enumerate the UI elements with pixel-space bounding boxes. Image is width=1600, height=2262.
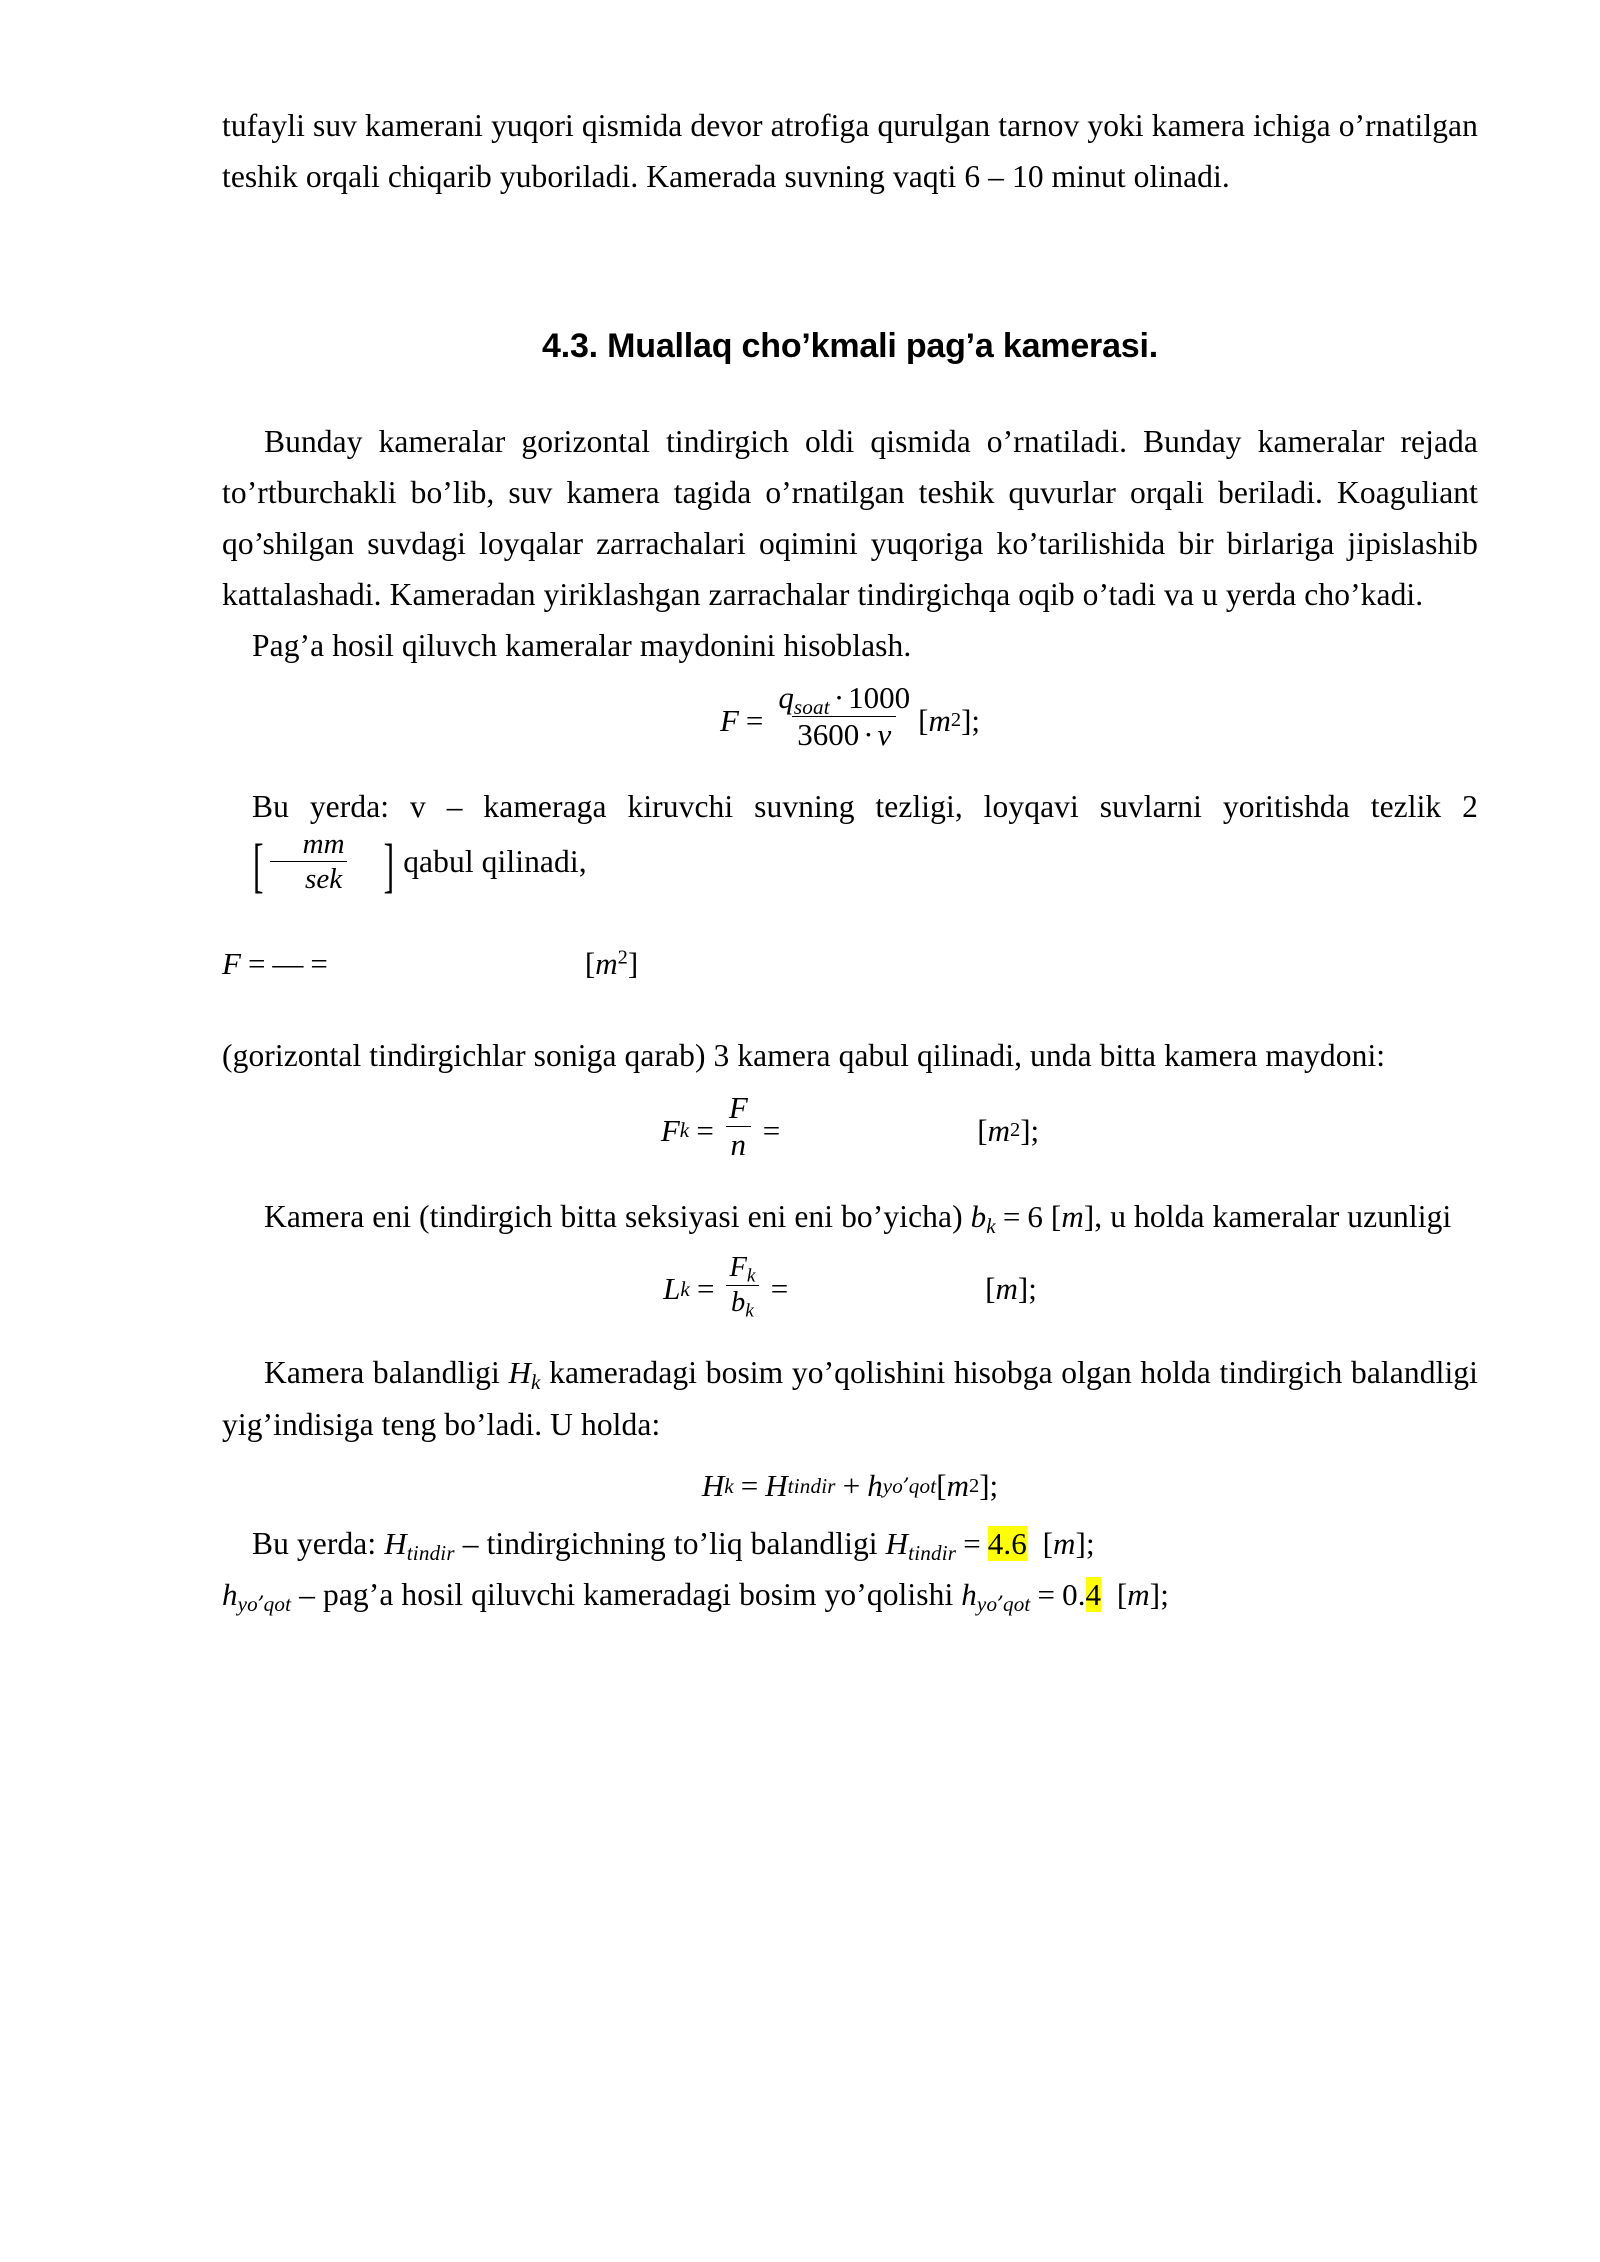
inline-symbol-Hk — [508, 1355, 541, 1395]
math-operator-equals: = — [963, 1526, 981, 1562]
math-bracket-close: ] — [1075, 1526, 1086, 1562]
paragraph-text-mid: – tindirgichning to’liq balandligi — [454, 1526, 886, 1562]
fraction-numerator-Fk — [724, 1253, 760, 1285]
spacer — [222, 898, 1478, 946]
spacer — [222, 982, 1478, 1030]
paragraph-body-6 — [222, 1347, 1478, 1449]
section-heading: 4.3. Muallaq cho’kmali pag’a kamerasi. — [541, 327, 1158, 366]
math-operator-plus: + — [842, 1467, 861, 1503]
math-symbol-h: h — [222, 1577, 238, 1613]
math-operator-equals: = — [745, 702, 764, 738]
spacer — [222, 1165, 1478, 1191]
paragraph-text-part-2: kameradagi bosim yo’qolishini hisobga olgan holda tindirgich balandligi yig’indisiga teng bo’ladi. U holda: — [222, 1355, 1478, 1442]
math-symbol-H: H — [701, 1467, 725, 1503]
fraction-numerator-F: F — [728, 1089, 748, 1125]
fraction-q-over-3600v — [773, 679, 915, 753]
inline-unit-mm-per-sek — [222, 827, 395, 899]
math-operator-equals: = — [696, 1112, 714, 1148]
formula-F-blank — [222, 946, 1478, 982]
spacer — [222, 202, 1478, 298]
math-semicolon: ; — [971, 702, 981, 738]
math-bracket-open: [ — [918, 702, 929, 738]
fraction-denominator-bk — [726, 1285, 759, 1322]
paragraph-text-prefix: Bu yerda: — [252, 1526, 385, 1562]
fraction-denominator-sek: sek — [270, 861, 347, 894]
math-symbol-F: F — [660, 1112, 680, 1148]
math-value-6: 6 — [1027, 1199, 1044, 1235]
spacer — [222, 1504, 1478, 1518]
math-bracket-open: [ — [584, 946, 596, 982]
inline-symbol-Htindir — [384, 1526, 455, 1566]
math-operator-equals: = — [310, 946, 328, 982]
inline-symbol-hyoqot — [222, 1577, 292, 1617]
paragraph-text-part-1: Kamera balandligi — [264, 1355, 509, 1391]
spacer — [222, 1081, 1478, 1095]
math-symbol-H: H — [885, 1526, 909, 1562]
math-unit-m: m — [595, 946, 618, 982]
math-unit-m: m — [995, 1271, 1018, 1307]
math-bracket-close: ] — [1017, 1271, 1029, 1307]
math-unit-m: m — [1127, 1577, 1150, 1613]
math-operator-equals: = — [696, 1271, 715, 1307]
math-subscript-k: k — [745, 1300, 755, 1322]
math-symbol-h: h — [867, 1467, 883, 1503]
math-operator-equals: = — [770, 1271, 789, 1307]
formula-Lk: L k = $\frac{F_k}{b_k}$ = [ m ] ; — [663, 1252, 1037, 1322]
math-symbol-F: F — [729, 1252, 747, 1284]
fraction-mm-over-sek — [268, 829, 350, 895]
math-operator-equals: = — [247, 946, 266, 982]
math-unit-m: m — [928, 702, 951, 738]
math-subscript-tindir: tindir — [406, 1541, 455, 1566]
math-bracket-open: [ — [977, 1112, 988, 1148]
math-bracket-open: [ — [1042, 1526, 1053, 1562]
math-unit-m: m — [1053, 1526, 1076, 1562]
math-symbol-F: F — [719, 702, 739, 738]
math-semicolon: ; — [989, 1467, 999, 1503]
math-symbol-L: L — [663, 1271, 681, 1307]
page-content — [222, 100, 1478, 1621]
value-hyoqot-integer: 0. — [1062, 1577, 1086, 1613]
math-bracket-close: ] — [961, 702, 972, 738]
spacer — [222, 368, 1478, 416]
paragraph-value-Htindir — [222, 1518, 1478, 1569]
highlighted-value-hyoqot: 4 — [1085, 1577, 1102, 1613]
math-bracket-open: [ — [985, 1271, 996, 1307]
math-bracket-open: [ — [1116, 1577, 1128, 1613]
paragraph-text-part-2: qabul qilinadi, — [395, 844, 587, 880]
inline-formula-bk — [970, 1199, 1095, 1239]
formula-Hk: H k = H tindir + h yo՚qot [ m 2 ] ; — [701, 1467, 999, 1503]
bracket-close-large: ] — [383, 832, 395, 899]
formula-Fk: F k = $\frac{F}{n}$ = [ m 2 ] ; — [660, 1089, 1040, 1163]
math-symbol-H: H — [384, 1526, 407, 1562]
math-bracket-close: ] — [1149, 1577, 1161, 1613]
math-semicolon: ; — [1030, 1112, 1040, 1148]
math-symbol-h: h — [961, 1577, 977, 1613]
math-bracket-open: [ — [1050, 1199, 1062, 1235]
math-operator-cdot: · — [833, 679, 845, 715]
math-subscript-k: k — [531, 1370, 541, 1395]
math-semicolon: ; — [1028, 1271, 1037, 1307]
math-symbol-H: H — [765, 1467, 788, 1503]
bracket-open-large: [ — [253, 832, 264, 899]
fraction-denominator — [792, 716, 896, 752]
inline-symbol-hyoqot-2 — [961, 1577, 1169, 1617]
paragraph-body-5 — [222, 1191, 1478, 1242]
fraction-numerator — [773, 679, 915, 719]
spacer — [222, 1321, 1478, 1347]
paragraph-body-2: Pag’a hosil qiluvch kameralar maydonini hisoblash. — [252, 628, 912, 664]
paragraph-value-hyoqot — [222, 1569, 1478, 1620]
highlighted-value-Htindir: 4.6 — [987, 1526, 1027, 1562]
math-operator-equals: = — [1037, 1577, 1056, 1613]
math-bracket-close: ] — [1083, 1199, 1095, 1235]
math-unit-m: m — [1061, 1199, 1084, 1235]
math-subscript-yoqot: yo՚qot — [976, 1592, 1031, 1617]
paragraph-intro: tufayli suv kamerani yuqori qismida devor atrofiga qurulgan tarnov yoki kamera ichiga o’rnatilgan teshik orqali chiqarib yuboriladi. Kamerada suvning vaqti 6 – 10 minut olinadi. — [222, 108, 1478, 195]
math-bracket-open: [ — [936, 1467, 947, 1503]
spacer — [222, 298, 1478, 324]
spacer — [222, 1450, 1478, 1464]
fraction-denominator-n: n — [726, 1126, 752, 1162]
paragraph-text-part-2: , u holda kameralar uzunligi — [1094, 1199, 1452, 1235]
math-symbol-b: b — [970, 1199, 987, 1235]
math-symbol-H: H — [508, 1355, 532, 1391]
math-operator-cdot: · — [863, 717, 874, 753]
spacer — [222, 755, 1478, 781]
paragraph-body-1: Bunday kameralar gorizontal tindirgich oldi qismida o’rnatiladi. Bunday kameralar rejada to’rtburchakli bo’lib, suv kamera tagida o’rnatilgan teshik quvurlar orqali beriladi. Koaguliant qo’shilgan suvdagi loyqalar zarrachalari oqimini yuqoriga ko’tarilishida bir birlariga jipislashib kattalashadi. Kameradan yiriklashgan zarrachalar tindirgichqa oqib o’tadi va u yerda cho’kadi. — [222, 424, 1478, 613]
inline-symbol-Htindir-2 — [885, 1526, 1095, 1566]
math-semicolon: ; — [1160, 1577, 1169, 1613]
math-exponent-2: 2 — [617, 946, 628, 969]
paragraph-text-mid: – pag’a hosil qiluvchi kameradagi bosim yo’qolishi — [291, 1577, 962, 1613]
math-bracket-close: ] — [627, 946, 639, 982]
math-symbol-v: v — [877, 717, 892, 753]
math-semicolon: ; — [1085, 1526, 1095, 1562]
math-unit-m: m — [946, 1467, 969, 1503]
math-blank-dash: — — [272, 946, 304, 982]
math-operator-equals: = — [762, 1112, 781, 1148]
math-bracket-close: ] — [1020, 1112, 1031, 1148]
math-number-1000: 1000 — [848, 679, 911, 715]
paragraph-body-4: (gorizontal tindirgichlar soniga qarab) 3 kamera qabul qilinadi, unda bitta kamera maydoni: — [222, 1038, 1386, 1074]
math-subscript-k: k — [746, 1265, 756, 1287]
math-symbol-F: F — [222, 946, 241, 982]
math-number-3600: 3600 — [797, 717, 860, 753]
math-bracket-close: ] — [979, 1467, 990, 1503]
fraction-F-over-n — [724, 1089, 753, 1163]
math-unit-m: m — [987, 1112, 1010, 1148]
math-subscript-k: k — [986, 1214, 996, 1239]
paragraph-text-part-1: Kamera eni (tindirgich bitta seksiyasi eni eni bo’yicha) — [264, 1199, 971, 1235]
formula-F-area: F = $\frac{q_{soat} \cdot 1000}{3600 \cdot v}$ [ m 2 ] ; — [719, 679, 981, 753]
math-operator-equals: = — [1002, 1199, 1021, 1235]
paragraph-text-part-1: Bu yerda: v – kameraga kiruvchi suvning tezligi, loyqavi suvlarni yoritishda tezlik 2 — [252, 789, 1478, 825]
math-symbol-q: q — [778, 679, 794, 715]
spacer — [222, 1243, 1478, 1257]
paragraph-body-3 — [222, 781, 1478, 898]
math-symbol-b: b — [731, 1287, 746, 1319]
math-subscript-yoqot: yo՚qot — [237, 1592, 292, 1617]
fraction-numerator-mm: mm — [302, 827, 345, 860]
math-subscript-tindir: tindir — [908, 1541, 957, 1566]
math-subscript-soat: soat — [793, 694, 830, 719]
fraction-Fk-over-bk — [724, 1252, 760, 1322]
math-operator-equals: = — [740, 1467, 759, 1503]
